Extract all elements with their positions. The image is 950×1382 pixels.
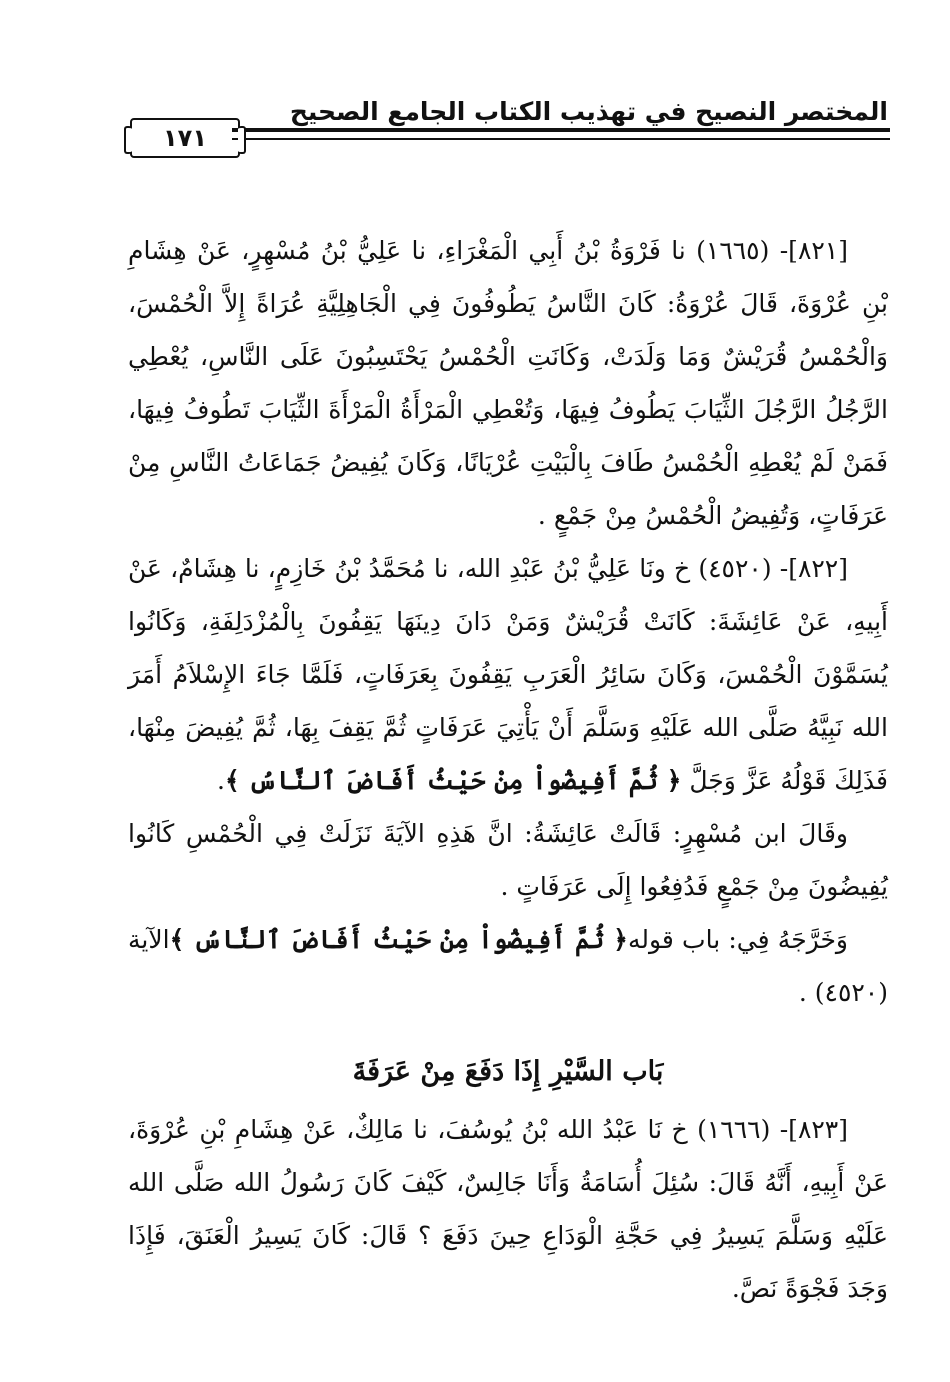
chapter-heading: بَاب السَّيْرِ إِذَا دَفَعَ مِنْ عَرَفَةَ [352,1056,664,1087]
hadith-823: [٨٢٣]- (١٦٦٦) خ نَا عَبْدُ الله بْنُ يُوسُفَ، نا مَالِكٌ، عَنْ هِشَامِ بْنِ عُرْوَةَ، عَنْ أَبِيهِ، أَنَّهُ قَالَ: سُئِلَ أُسَامَةُ وَأَنَا جَالِسٌ، كَيْفَ كَانَ رَسُولُ الله صَلَّى الله عَلَيْهِ وَسَلَّمَ يَسِيرُ فِي حَجَّةِ الْوَدَاعِ حِينَ دَفَعَ ؟ قَالَ: كَانَ يَسِيرُ الْعَنَقَ، فَإِذَا وَجَدَ فَجْوَةً نَصَّ. [128,1115,888,1303]
page-number: ١٧١ [130,118,240,158]
hadith-822 [128,542,888,807]
takhrij-ref: الآية (٤٥٢٠) . [128,925,888,1007]
hadith-822-text: [٨٢٢]- (٤٥٢٠) خ ونَا عَلِيُّ بْنُ عَبْدِ الله، نا مُحَمَّدُ بْنُ خَازِمٍ، نا هِشَامٌ، عَنْ أَبِيهِ، عَنْ عَائِشَةَ: كَانَتْ قُرَيْشٌ وَمَنْ دَانَ دِينَهَا يَقِفُونَ بِالْمُزْدَلِفَةِ، وَكَانُوا يُسَمَّوْنَ الْحُمْسَ، وَكَانَ سَائِرُ الْعَرَبِ يَقِفُونَ بِعَرَفَاتٍ، فَلَمَّا جَاءَ الإِسْلاَمُ أَمَرَ الله نَبِيَّهُ صَلَّى الله عَلَيْهِ وَسَلَّمَ أَنْ يَأْتِيَ عَرَفَاتٍ ثُمَّ يَقِفَ بِهَا، ثُمَّ يُفِيضَ مِنْهَا، فَذَلِكَ قَوْلُهُ عَزَّ وَجَلَّ [128,554,888,795]
hadith-822-end: . [216,766,225,795]
header-rule-thin [232,138,890,140]
body-text [128,224,888,1315]
hadith-822-takhrij [128,913,888,1019]
header-rule-thick [232,128,890,132]
takhrij-quran-verse: ﴿ ثُمَّ أَفِيضُواْ مِنْ حَيْثُ أَفَاضَ ٱلنَّاسُ ﴾ [169,925,628,954]
quran-verse: ﴿ ثُمَّ أَفِيضُواْ مِنْ حَيْثُ أَفَاضَ ٱلنَّاسُ ﴾ [224,766,682,795]
running-title: المختصر النصيح في تهذيب الكتاب الجامع الصحيح [289,97,888,126]
hadith-821: [٨٢١]- (١٦٦٥) نا فَرْوَةُ بْنُ أَبِي الْمَغْرَاءِ، نا عَلِيُّ بْنُ مُسْهِرٍ، عَنْ هِشَامِ بْنِ عُرْوَةَ، قَالَ عُرْوَةُ: كَانَ النَّاسُ يَطُوفُونَ فِي الْجَاهِلِيَّةِ عُرَاةً إِلاَّ الْحُمْسَ، وَالْحُمْسُ قُرَيْشٌ وَمَا وَلَدَتْ، وَكَانَتِ الْحُمْسُ يَحْتَسِبُونَ عَلَى النَّاسِ، يُعْطِي الرَّجُلُ الرَّجُلَ الثِّيَابَ يَطُوفُ فِيهَا، وَتُعْطِي الْمَرْأَةُ الْمَرْأَةَ الثِّيَابَ تَطُوفُ فِيهَا، فَمَنْ لَمْ يُعْطِهِ الْحُمْسُ طَافَ بِالْبَيْتِ عُرْيَانًا، وَكَانَ يُفِيضُ جَمَاعَاتُ النَّاسِ مِنْ عَرَفَاتٍ، وَتُفِيضُ الْحُمْسُ مِنْ جَمْعٍ . [128,236,888,530]
hadith-822-note: وقَالَ ابن مُسْهِرٍ: قَالَتْ عَائِشَةُ: انَّ هَذِهِ الآيَةَ نَزَلَتْ فِي الْحُمْسِ كَانُوا يُفِيضُونَ مِنْ جَمْعٍ فَدُفِعُوا إِلَى عَرَفَاتٍ . [128,819,888,901]
takhrij-text: وَخَرَّجَهُ فِي: باب قوله [627,925,848,954]
